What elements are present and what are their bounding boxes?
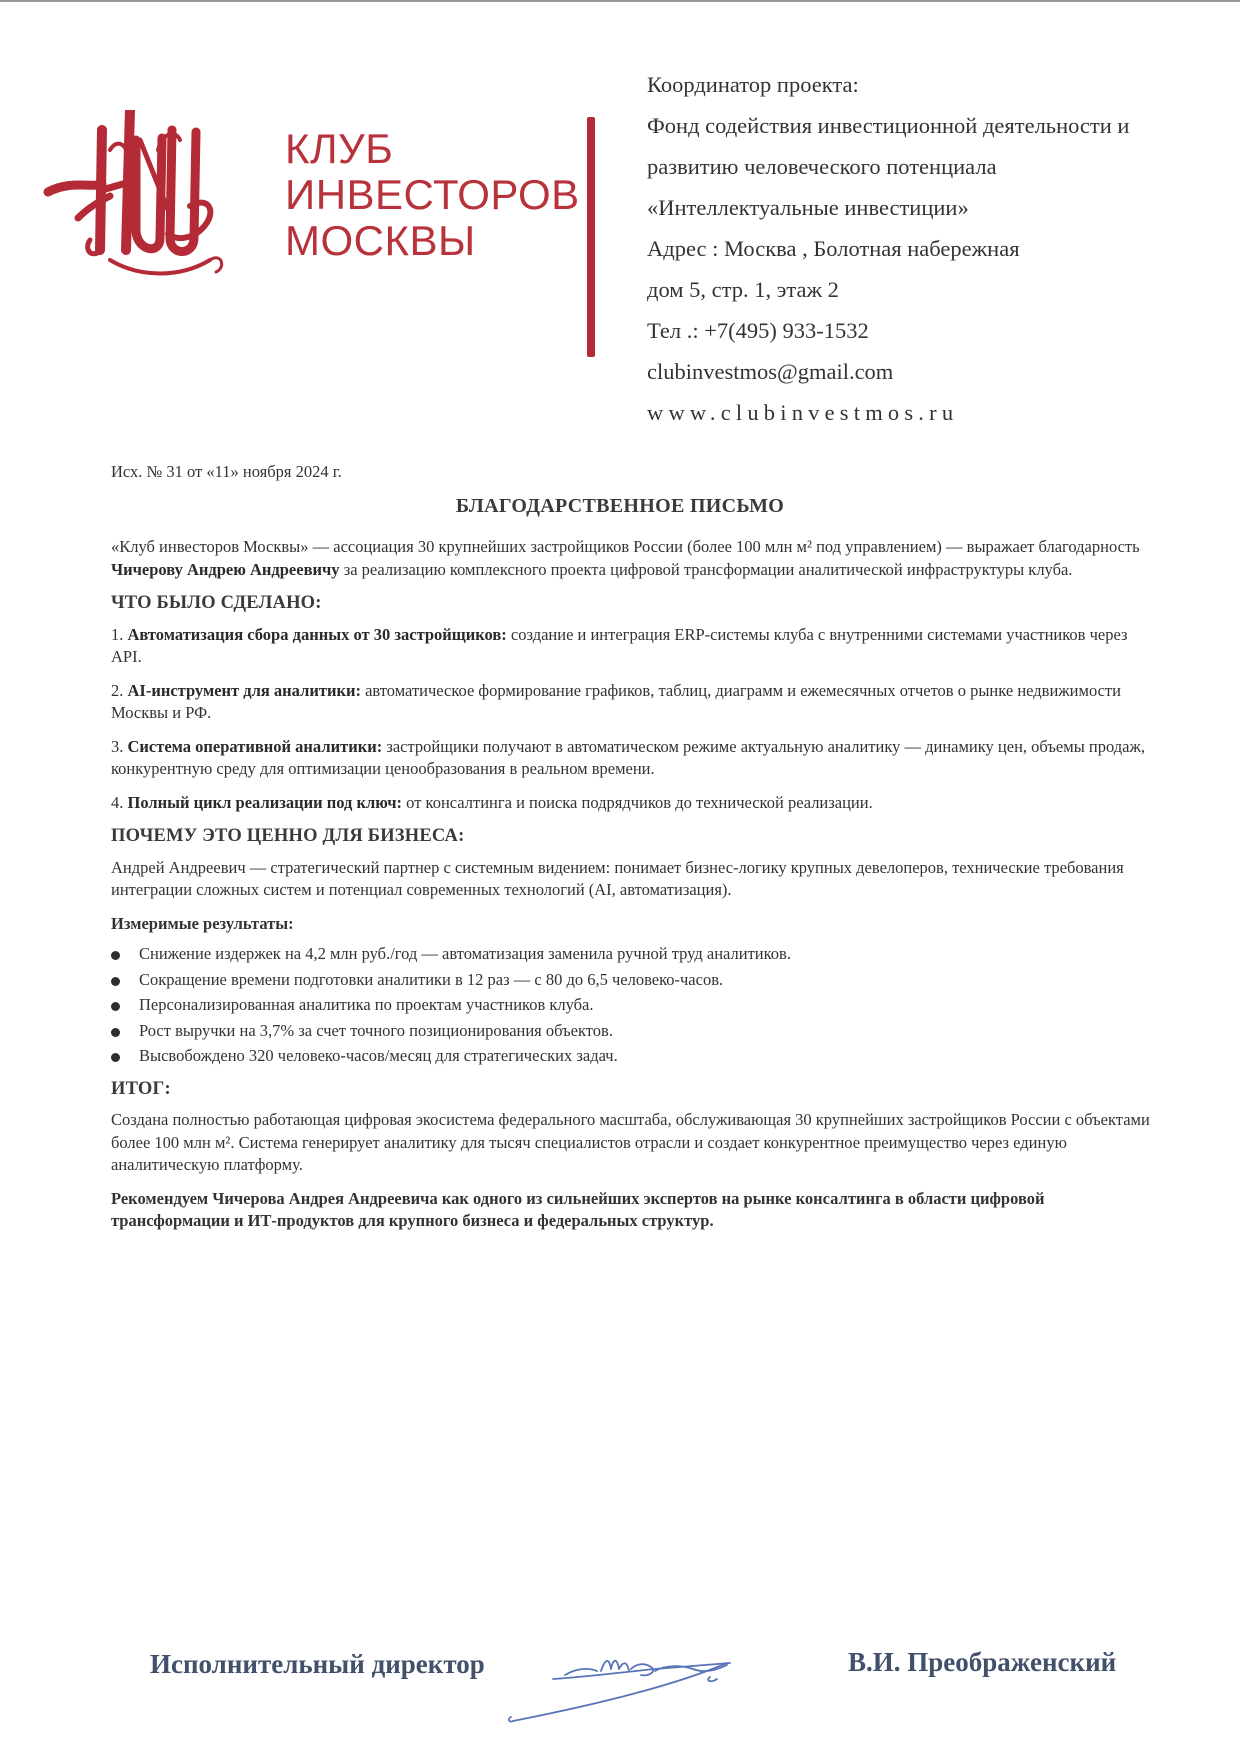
recipient-name: Чичерову Андрею Андреевичу <box>111 559 340 579</box>
item-title: Система оперативной аналитики: <box>127 736 383 756</box>
result-text: Высвобождено 320 человеко-часов/месяц для стратегических задач. <box>139 1046 618 1065</box>
intro-text: «Клуб инвесторов Москвы» — ассоциация 30 крупнейших застройщиков России (более 100 млн м² под управлением) — выражает благодарность <box>111 537 1140 556</box>
contact-website: www.clubinvestmos.ru <box>647 400 959 425</box>
contact-address: Адрес : Москва , Болотная набережная <box>647 236 1020 261</box>
letter-body <box>111 536 1159 1244</box>
contact-address: дом 5, стр. 1, этаж 2 <box>647 277 839 302</box>
done-heading: ЧТО БЫЛО СДЕЛАНО: <box>111 593 322 613</box>
result-text: Сокращение времени подготовки аналитики в 12 раз — с 80 до 6,5 человеко-часов. <box>139 969 724 989</box>
contact-line: Фонд содействия инвестиционной деятельности и <box>647 113 1130 138</box>
results-list <box>111 943 1159 1068</box>
letterhead-divider <box>587 117 595 357</box>
item-number: 4. <box>111 792 128 812</box>
recommendation-paragraph: Рекомендуем Чичерова Андрея Андреевича как одного из сильнейших экспертов на рынке консалтинга в области цифровой трансформации и ИТ-продуктов для крупного бизнеса и федеральных структур. <box>111 1188 1045 1230</box>
summary-paragraph: Создана полностью работающая цифровая экосистема федерального масштаба, обслуживающая 30 крупнейших застройщиков России с объектами более 100 млн м². Система генерирует аналитику для тысяч специалистов отрасли и создает конкурентное преимущество через единую аналитическую платформу. <box>111 1110 1150 1174</box>
item-text: застройщики получают в автоматическом режиме актуальную аналитику — динамику цен, объемы продаж, конкурентную среду для оптимизации ценообразования в реальном времени. <box>111 736 1145 778</box>
bullet-icon <box>111 1053 120 1062</box>
summary-heading: ИТОГ: <box>111 1078 171 1099</box>
document-title: БЛАГОДАРСТВЕННОЕ ПИСЬМО <box>455 495 785 517</box>
bullet-icon <box>111 951 120 960</box>
contact-phone: Тел .: +7(495) 933-1532 <box>647 318 869 343</box>
done-item <box>111 680 1159 725</box>
contact-line: «Интеллектуальные инвестиции» <box>647 195 969 220</box>
item-number: 3. <box>111 736 128 756</box>
club-name <box>285 126 580 264</box>
value-heading: ПОЧЕМУ ЭТО ЦЕННО ДЛЯ БИЗНЕСА: <box>111 826 465 846</box>
list-item <box>111 1020 1159 1043</box>
intro-paragraph <box>111 536 1159 581</box>
contact-line: развитию человеческого потенциала <box>647 154 997 179</box>
bullet-icon <box>111 1028 120 1037</box>
item-number: 2. <box>111 680 128 700</box>
item-title: AI-инструмент для аналитики: <box>127 680 361 700</box>
result-text: Персонализированная аналитика по проектам участников клуба. <box>139 995 594 1014</box>
contact-email: clubinvestmos@gmail.com <box>647 359 894 384</box>
result-text: Рост выручки на 3,7% за счет точного позиционирования объектов. <box>139 1020 613 1040</box>
list-item <box>111 1045 1159 1068</box>
item-text: от консалтинга и поиска подрядчиков до технической реализации. <box>402 792 873 812</box>
coordinator-contacts <box>647 64 1129 433</box>
list-item <box>111 994 1159 1017</box>
value-paragraph: Андрей Андреевич — стратегический партнер с системным видением: понимает бизнес-логику крупных девелоперов, технические требования интеграции сложных систем и потенциал современных технологий (AI, автоматизация). <box>111 857 1124 899</box>
signatory-role: Исполнительный директор <box>150 1649 485 1679</box>
contact-line: Координатор проекта: <box>647 72 859 97</box>
club-name-line-2: ИНВЕСТОРОВ <box>285 171 580 218</box>
club-name-line-1: КЛУБ <box>285 125 394 172</box>
item-text: создание и интеграция ERP-системы клуба с внутренними системами участников через API. <box>111 624 1128 666</box>
bullet-icon <box>111 1002 120 1011</box>
club-name-line-3: МОСКВЫ <box>285 217 476 264</box>
item-title: Полный цикл реализации под ключ: <box>127 792 403 812</box>
done-item <box>111 792 1159 815</box>
results-heading: Измеримые результаты: <box>111 913 294 933</box>
intro-text: за реализацию комплексного проекта цифровой трансформации аналитической инфраструктуры клуба. <box>339 559 1073 579</box>
item-text: автоматическое формирование графиков, таблиц, диаграмм и ежемесячных отчетов о рынке недвижимости Москвы и РФ. <box>111 680 1121 722</box>
signatory-name: В.И. Преображенский <box>848 1647 1117 1677</box>
item-title: Автоматизация сбора данных от 30 застройщиков: <box>127 624 507 644</box>
top-border-line <box>0 0 1240 2</box>
done-item <box>111 736 1159 781</box>
club-monogram-logo <box>40 110 240 305</box>
result-text: Снижение издержек на 4,2 млн руб./год — автоматизация заменила ручной труд аналитиков. <box>139 944 791 963</box>
item-number: 1. <box>111 624 128 644</box>
handwritten-signature <box>505 1655 735 1725</box>
list-item <box>111 943 1159 966</box>
done-item <box>111 624 1159 669</box>
bullet-icon <box>111 977 120 986</box>
list-item <box>111 969 1159 992</box>
outgoing-number: Исх. № 31 от «11» ноября 2024 г. <box>111 462 342 481</box>
